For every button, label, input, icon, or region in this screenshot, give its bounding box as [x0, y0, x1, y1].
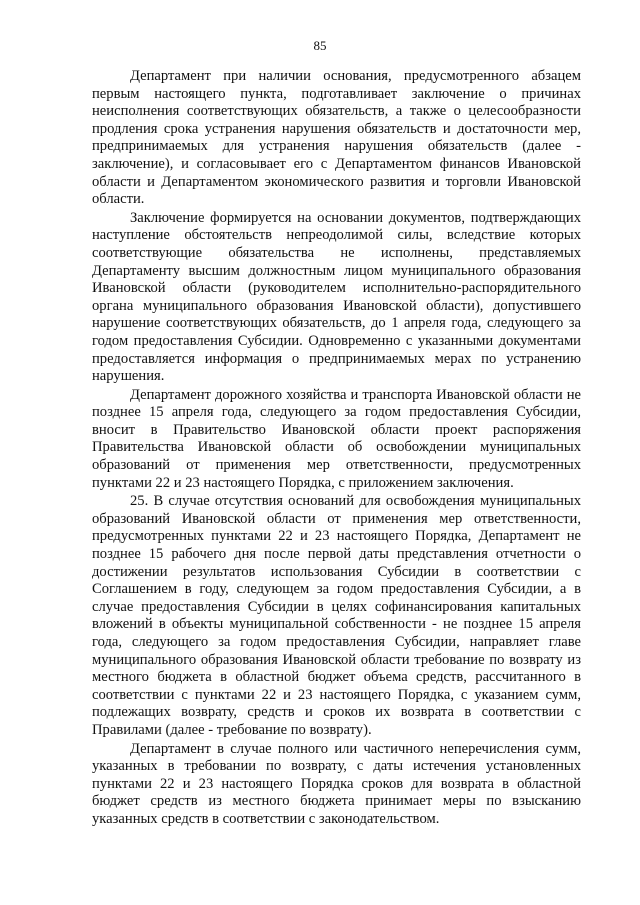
paragraph-road-department-order: Департамент дорожного хозяйства и транспорта Ивановской области не позднее 15 апреля года, следующего за годом предоставления Субсидии, вносит в Правительство Ивановской области проект распоряжения Правительства Ивановской области об освобождении муниципальных образований от применения мер ответственности, предусмотренных пунктами 22 и 23 настоящего Порядка, с приложением заключения.: [92, 386, 581, 491]
paragraph-conclusion-preparation: Департамент при наличии основания, предусмотренного абзацем первым настоящего пункта, подготавливает заключение о причинах неисполнения соответствующих обязательств, а также о целесообразности продления срока устранения нарушения обязательств и достаточности мер, предпринимаемых для устранения нарушения обязательств (далее - заключение), и согласовывает его с Департаментом финансов Ивановской области и Департаментом экономического развития и торговли Ивановской области.: [92, 68, 581, 208]
paragraph-conclusion-basis: Заключение формируется на основании документов, подтверждающих наступление обстоятельств непреодолимой силы, вследствие которых соответствующие обязательства не исполнены, представляемых Департаменту высшим должностным лицом муниципального образования Ивановской области (руководителем исполнительно-распорядительного органа муниципального образования Ивановской области), допустившего нарушение соответствующих обязательств, до 1 апреля года, следующего за годом предоставления Субсидии. Одновременно с указанными документами предоставляется информация о предпринимаемых мерах по устранению нарушения.: [92, 209, 581, 385]
page-number: 85: [313, 38, 327, 53]
paragraph-item-25-refund-demand: 25. В случае отсутствия оснований для освобождения муниципальных образований Ивановской области от применения мер ответственности, предусмотренных пунктами 22 и 23 настоящего Порядка, Департамент не позднее 15 рабочего дня после первой даты представления отчетности о достижении результатов использования Субсидии в соответствии с Соглашением в году, следующем за годом предоставления Субсидии, а в случае предоставления Субсидии в целях софинансирования капитальных вложений в объекты муниципальной собственности - не позднее 15 апреля года, следующего за годом предоставления Субсидии, направляет главе муниципального образования Ивановской области требование по возврату из местного бюджета в областной бюджет объема средств, рассчитанного в соответствии с пунктами 22 и 23 настоящего Порядка, с указанием сумм, подлежащих возврату, средств и сроков их возврата в соответствии с Правилами (далее - требование по возврату).: [92, 493, 581, 738]
document-body: [92, 68, 581, 829]
paragraph-recovery-measures: Департамент в случае полного или частичного неперечисления сумм, указанных в требовании по возврату, с даты истечения установленных пунктами 22 и 23 настоящего Порядка сроков для возврата в областной бюджет средств из местного бюджета принимает меры по взысканию указанных средств в соответствии с законодательством.: [92, 740, 581, 827]
